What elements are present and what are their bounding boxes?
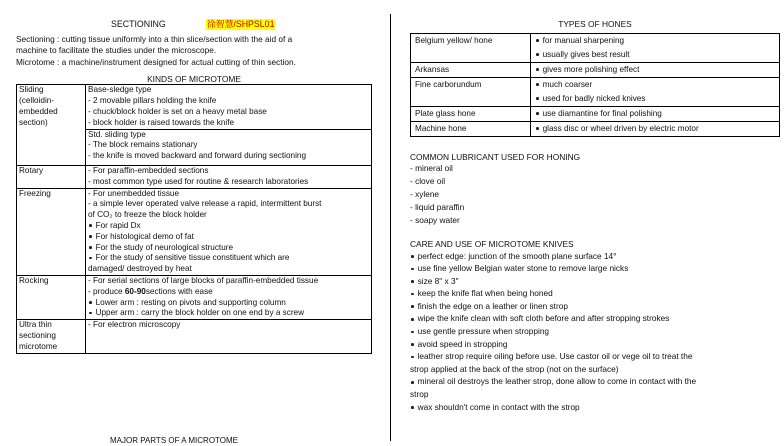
row-name: embedded	[19, 106, 58, 116]
bullet-icon	[89, 257, 92, 260]
table-row	[411, 33, 780, 62]
hones-title: TYPES OF HONES	[558, 19, 632, 29]
list-item: - soapy water	[410, 215, 460, 225]
care-item	[410, 350, 780, 363]
row-name: Rocking	[19, 275, 49, 285]
row-desc-cell	[86, 275, 372, 319]
desc-line: - The block remains stationary	[88, 140, 198, 150]
bullet-icon	[411, 406, 414, 409]
row-desc-cell	[86, 320, 372, 353]
page-title: SECTIONING	[111, 19, 166, 29]
produce-prefix: - produce	[88, 286, 125, 296]
desc-line: - block holder is raised towards the knife	[88, 117, 235, 127]
table-row	[17, 165, 372, 188]
row-desc-cell	[86, 165, 372, 188]
table-row	[411, 62, 780, 77]
hone-name: Plate glass hone	[411, 106, 531, 121]
bullet-icon	[89, 224, 92, 227]
care-text: perfect edge: junction of the smooth plane surface 14°	[417, 250, 617, 261]
row-name: section)	[19, 117, 48, 127]
care-text: avoid speed in stropping	[417, 338, 508, 349]
list-item: - mineral oil	[410, 163, 453, 173]
row-desc-cell	[86, 188, 372, 275]
bullet-item	[535, 78, 775, 92]
list-item: - xylene	[410, 189, 440, 199]
microtome-table	[16, 84, 372, 353]
care-text: strop	[410, 389, 429, 400]
bullet-item	[88, 232, 369, 243]
care-text: use fine yellow Belgian water stone to remove large nicks	[417, 263, 629, 274]
bullet-icon	[89, 235, 92, 238]
bullet-icon	[411, 381, 414, 384]
hone-use: use diamantine for final polishing	[542, 108, 662, 118]
desc-line: - For unembedded tissue	[88, 188, 180, 198]
care-text: mineral oil destroys the leather strop, done allow to come in contact with the	[417, 376, 697, 387]
bullet-icon	[411, 293, 414, 296]
bullet-icon	[411, 318, 414, 321]
desc-line: of CO₂ to freeze the block holder	[88, 210, 207, 220]
desc-line: - most common type used for routine & research laboratories	[88, 176, 309, 186]
care-item	[410, 401, 780, 414]
bullet-item	[88, 308, 369, 319]
bullet-icon	[411, 331, 414, 334]
kinds-title: KINDS OF MICROTOME	[147, 73, 241, 84]
desc-line: - the knife is moved backward and forward during sectioning	[88, 151, 306, 161]
table-row	[411, 77, 780, 106]
hone-use: usually gives best result	[542, 49, 630, 59]
bullet-icon	[536, 97, 539, 100]
left-column	[16, 19, 372, 354]
bullet-item	[535, 122, 775, 136]
desc-line: - chuck/block holder is set on a heavy metal base	[88, 106, 267, 116]
care-text: size 8" x 3"	[417, 275, 459, 286]
bullet-icon	[536, 53, 539, 56]
care-text: leather strop require oiling before use. Use castor oil or vege oil to treat the	[417, 351, 693, 362]
row-name: microtome	[19, 341, 58, 351]
desc-line	[88, 287, 369, 298]
column-divider	[390, 14, 391, 441]
table-row	[17, 275, 372, 319]
hone-uses	[531, 62, 780, 77]
care-item	[410, 325, 780, 338]
hone-name: Fine carborundum	[411, 77, 531, 106]
bullet-item	[535, 48, 775, 62]
list-item: - clove oil	[410, 176, 446, 186]
row-name: Freezing	[19, 188, 51, 198]
hone-use: gives more polishing effect	[542, 64, 640, 74]
care-item	[410, 300, 780, 313]
care-item	[410, 275, 780, 288]
care-text: wipe the knife clean with soft cloth before and after stropping strokes	[417, 313, 670, 324]
row-name: (celloidin-	[19, 96, 55, 106]
bullet-item	[88, 221, 369, 232]
bullet-icon	[536, 127, 539, 130]
bullet-icon	[411, 268, 414, 271]
hone-use: for manual sharpening	[542, 35, 625, 45]
hones-table	[410, 33, 780, 137]
lubricant-list	[410, 162, 780, 227]
desc-line: - a simple lever operated valve release a rapid, intermittent burst	[88, 199, 322, 209]
care-item	[410, 312, 780, 325]
row-name-cell	[17, 320, 86, 353]
care-text: wax shouldn't come in contact with the strop	[417, 401, 580, 412]
care-item	[410, 338, 780, 351]
bullet-text: For the study of sensitive tissue constituent which are	[95, 253, 290, 263]
care-text: finish the edge on a leather or linen strop	[417, 300, 568, 311]
care-item	[410, 388, 780, 401]
subtype-heading: Base-sledge type	[88, 85, 152, 95]
hone-uses	[531, 121, 780, 136]
bullet-item	[535, 107, 775, 121]
hone-uses	[531, 77, 780, 106]
row-desc-cell	[86, 129, 372, 165]
bullet-icon	[536, 112, 539, 115]
list-item: - liquid paraffin	[410, 202, 465, 212]
care-item	[410, 262, 780, 275]
subtype-heading: Std. sliding type	[88, 129, 146, 139]
care-text: keep the knife flat when being honed	[417, 288, 553, 299]
intro-text	[16, 34, 372, 68]
bullet-icon	[411, 305, 414, 308]
bullet-item	[535, 34, 775, 48]
cut-off-heading: MAJOR PARTS OF A MICROTOME	[110, 436, 239, 445]
hone-uses	[531, 33, 780, 62]
lubricant-title: COMMON LUBRICANT USED FOR HONING	[410, 151, 581, 162]
bullet-icon	[536, 83, 539, 86]
bullet-item	[88, 243, 369, 254]
desc-line: - For paraffin-embedded sections	[88, 165, 209, 175]
bullet-item	[535, 92, 775, 106]
row-name-cell	[17, 188, 86, 275]
intro-line: Microtome : a machine/instrument designed for actual cutting of thin section.	[16, 56, 296, 67]
row-name: Sliding	[19, 85, 44, 95]
care-text: strop applied at the back of the strop (not on the surface)	[410, 363, 619, 374]
bullet-item	[88, 298, 369, 309]
care-title: CARE AND USE OF MICROTOME KNIVES	[410, 239, 574, 249]
desc-line: damaged/ destroyed by heat	[88, 264, 192, 274]
desc-line: - 2 movable pillars holding the knife	[88, 96, 217, 106]
hone-name: Belgium yellow/ hone	[411, 33, 531, 62]
table-row	[17, 85, 372, 129]
bullet-text: Lower arm : resting on pivots and supporting column	[95, 297, 286, 307]
bullet-icon	[536, 68, 539, 71]
bullet-item	[535, 63, 775, 77]
bullet-icon	[411, 343, 414, 346]
bullet-icon	[89, 301, 92, 304]
bullet-icon	[411, 280, 414, 283]
row-name: Ultra thin	[19, 320, 52, 330]
intro-line: machine to facilitate the studies under the microscope.	[16, 45, 217, 56]
table-row	[411, 121, 780, 136]
highlighted-author: 徐智慧/SHPSL01	[207, 19, 275, 29]
care-list	[410, 250, 780, 414]
row-name: Rotary	[19, 165, 44, 175]
hone-name: Machine hone	[411, 121, 531, 136]
desc-line: - For serial sections of large blocks of paraffin-embedded tissue	[88, 275, 319, 285]
bullet-icon	[89, 312, 92, 315]
bullet-icon	[89, 246, 92, 249]
right-column	[410, 19, 780, 413]
bullet-text: For rapid Dx	[95, 220, 141, 230]
hone-uses	[531, 106, 780, 121]
bullet-text: Upper arm : carry the block holder on one end by a screw	[95, 308, 305, 318]
care-item	[410, 363, 780, 376]
table-row	[411, 106, 780, 121]
hone-use: much coarser	[542, 79, 593, 89]
care-text: use gentle pressure when stropping	[417, 326, 550, 337]
bullet-icon	[536, 39, 539, 42]
produce-count: 60-90	[124, 286, 146, 296]
desc-line: - For electron microscopy	[88, 320, 181, 330]
intro-line: Sectioning : cutting tissue uniformly into a thin slice/section with the aid of a	[16, 34, 293, 44]
care-item	[410, 250, 780, 263]
hone-name: Arkansas	[411, 62, 531, 77]
hone-use: glass disc or wheel driven by electric motor	[542, 123, 699, 133]
bullet-text: For the study of neurological structure	[95, 242, 234, 252]
row-name-cell	[17, 275, 86, 319]
table-row	[17, 320, 372, 353]
row-desc-cell	[86, 85, 372, 129]
bullet-icon	[411, 255, 414, 258]
produce-suffix: sections with ease	[145, 286, 213, 296]
bullet-icon	[411, 356, 414, 359]
bullet-item	[88, 253, 369, 264]
title-line	[16, 19, 372, 31]
row-name: sectioning	[19, 330, 56, 340]
table-row	[17, 188, 372, 275]
care-item	[410, 375, 780, 388]
bullet-text: For histological demo of fat	[95, 231, 194, 241]
row-name-cell	[17, 165, 86, 188]
row-name-cell	[17, 85, 86, 166]
care-item	[410, 287, 780, 300]
hone-use: used for badly nicked knives	[542, 93, 646, 103]
